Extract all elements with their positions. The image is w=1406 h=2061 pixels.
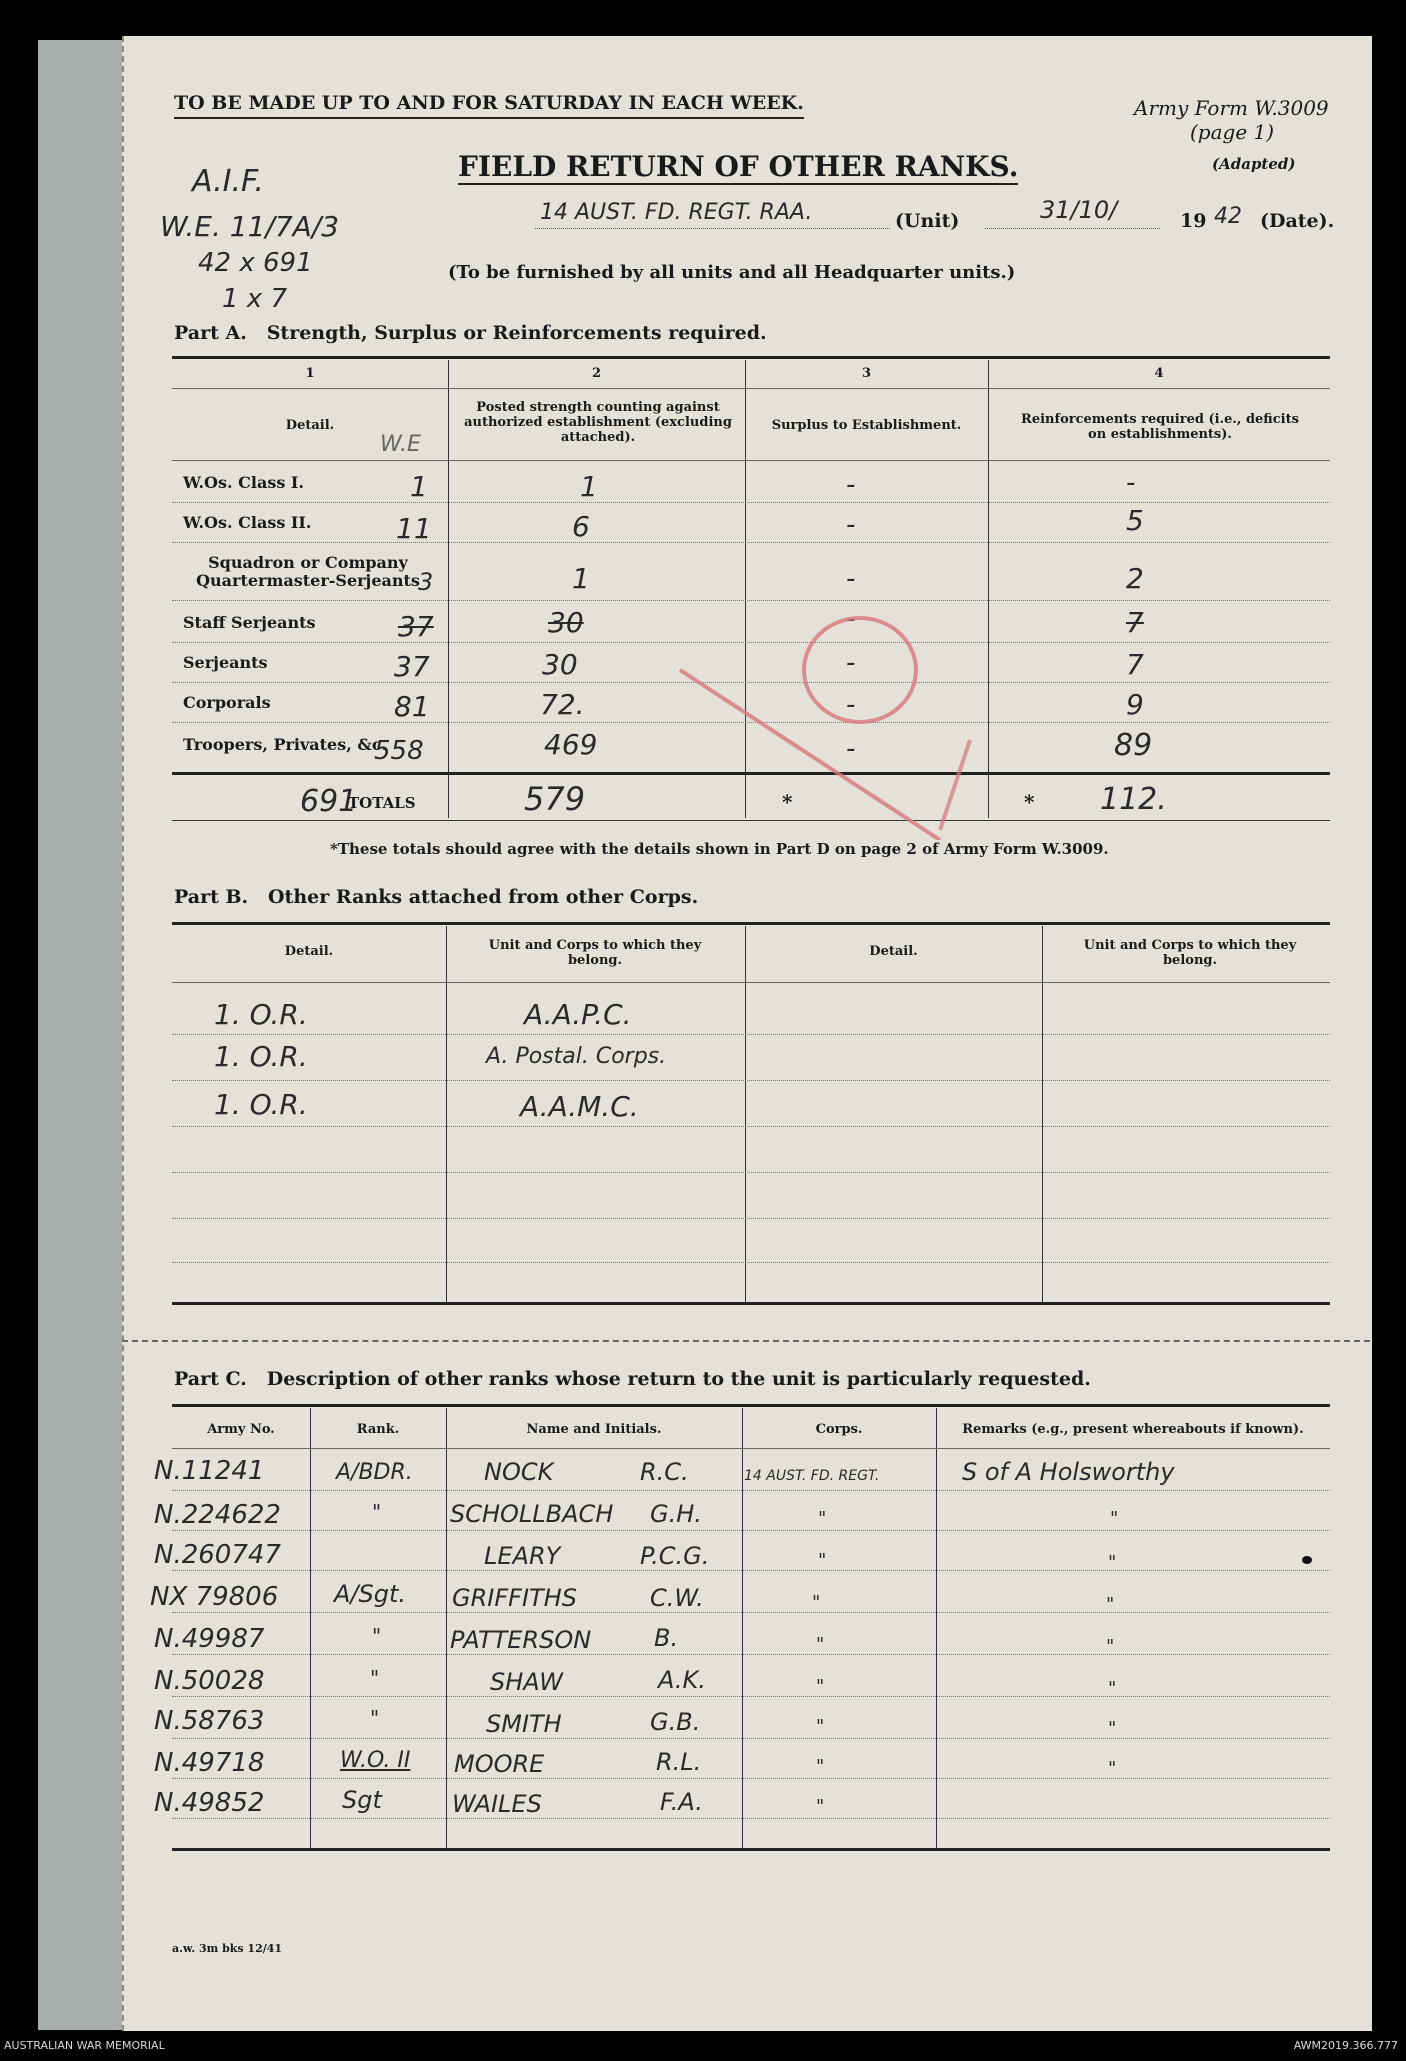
row-label: W.Os. Class I. xyxy=(183,473,304,492)
row-rule xyxy=(172,1738,1330,1739)
remarks: " xyxy=(1106,1594,1115,1615)
row-rule xyxy=(172,1490,1330,1491)
ink-dot xyxy=(1302,1556,1312,1564)
part-b-col-detail-1: Detail. xyxy=(284,944,334,959)
totals-surplus: * xyxy=(782,790,793,814)
part-b-unit: A.A.P.C. xyxy=(524,998,632,1031)
surplus-value: - xyxy=(846,734,856,764)
top-instruction: TO BE MADE UP TO AND FOR SATURDAY IN EACH WEEK. xyxy=(174,92,804,119)
row-rule xyxy=(172,1034,1330,1035)
col-header-rule xyxy=(172,460,1330,461)
part-b-detail: 1. O.R. xyxy=(214,998,308,1031)
surname: SMITH xyxy=(486,1710,562,1738)
margin-note-1x7: 1 x 7 xyxy=(222,284,287,314)
row-rule xyxy=(172,502,1330,503)
posted-value: 469 xyxy=(544,728,598,761)
page-title: FIELD RETURN OF OTHER RANKS. xyxy=(458,150,1019,183)
part-c-bottom-rule xyxy=(172,1848,1330,1851)
army-no: N.224622 xyxy=(154,1500,281,1530)
surplus-value: - xyxy=(846,648,856,678)
row-rule xyxy=(172,1126,1330,1127)
surplus-value: - xyxy=(846,604,856,634)
initials: R.L. xyxy=(656,1748,702,1776)
reinf-value-struck: 7 xyxy=(1126,606,1144,639)
army-no: N.49987 xyxy=(154,1624,265,1654)
row-rule xyxy=(172,1218,1330,1219)
corps: " xyxy=(818,1550,827,1571)
part-b-detail: 1. O.R. xyxy=(214,1088,308,1121)
totals-reinf-star: * xyxy=(1024,790,1035,814)
initials: A.K. xyxy=(658,1666,706,1694)
we-value-struck: 37 xyxy=(398,610,434,643)
col-number-rule xyxy=(172,388,1330,389)
adapted-note: (Adapted) xyxy=(1212,155,1296,173)
part-b-header-rule xyxy=(172,982,1330,983)
red-pencil-mark xyxy=(640,580,1000,840)
posted-value: 1 xyxy=(572,562,590,595)
part-c-col-divider-3 xyxy=(742,1408,743,1848)
part-a-top-rule xyxy=(172,356,1330,359)
grey-backing-strip xyxy=(38,40,130,2030)
part-b-top-rule xyxy=(172,922,1330,925)
margin-note-aif: A.I.F. xyxy=(192,164,264,199)
surname: MOORE xyxy=(454,1750,545,1778)
part-c-header-rule xyxy=(172,1448,1330,1449)
row-rule xyxy=(172,1778,1330,1779)
corps: " xyxy=(816,1676,825,1697)
form-number: Army Form W.3009 xyxy=(1134,96,1329,120)
corps: " xyxy=(816,1756,825,1777)
army-no: NX 79806 xyxy=(150,1582,279,1612)
remarks: " xyxy=(1108,1552,1117,1573)
tear-line xyxy=(122,1340,1370,1342)
surname: NOCK xyxy=(484,1458,554,1486)
row-label: Corporals xyxy=(183,693,271,712)
row-rule xyxy=(172,1696,1330,1697)
reinf-value: 9 xyxy=(1126,688,1144,721)
remarks: S of A Holsworthy xyxy=(962,1458,1175,1486)
rank: " xyxy=(370,1666,380,1690)
part-c-top-rule xyxy=(172,1404,1330,1407)
initials: R.C. xyxy=(640,1458,689,1486)
unit-value: 14 AUST. FD. REGT. RAA. xyxy=(540,200,813,225)
part-c-col-remarks: Remarks (e.g., present whereabouts if known). xyxy=(962,1422,1304,1437)
printer-imprint: a.w. 3m bks 12/41 xyxy=(172,1942,283,1955)
initials: G.B. xyxy=(650,1708,701,1736)
posted-value: 72. xyxy=(540,688,585,721)
initials: G.H. xyxy=(650,1500,702,1528)
row-rule xyxy=(172,1262,1330,1263)
we-value: 37 xyxy=(394,650,430,683)
part-b-bottom-rule xyxy=(172,1302,1330,1305)
rank: A/Sgt. xyxy=(334,1580,407,1608)
row-rule xyxy=(172,1818,1330,1819)
rank: " xyxy=(370,1706,380,1730)
surname: PATTERSON xyxy=(450,1626,592,1654)
corps: " xyxy=(816,1716,825,1737)
army-no: N.260747 xyxy=(154,1540,281,1570)
posted-value-struck: 30 xyxy=(548,606,584,639)
col-number-4: 4 xyxy=(1154,366,1164,381)
part-c-col-corps: Corps. xyxy=(815,1422,863,1437)
part-b-col-unit-1: Unit and Corps to which they belong. xyxy=(488,938,702,968)
part-b-heading: Part B. Other Ranks attached from other Corps. xyxy=(174,886,699,908)
surplus-value: - xyxy=(846,470,856,500)
reinf-value: 89 xyxy=(1114,728,1153,763)
col-header-detail: Detail. xyxy=(285,418,335,433)
rank: Sgt xyxy=(342,1786,382,1814)
part-b-detail: 1. O.R. xyxy=(214,1040,308,1073)
date-dotline xyxy=(985,228,1160,229)
initials: P.C.G. xyxy=(640,1542,710,1570)
unit-dotline xyxy=(535,228,890,229)
totals-posted: 579 xyxy=(524,780,586,818)
part-b-col-unit-2: Unit and Corps to which they belong. xyxy=(1083,938,1297,968)
rank: A/BDR. xyxy=(336,1460,413,1485)
initials: B. xyxy=(654,1624,679,1652)
furnish-note: (To be furnished by all units and all Headquarter units.) xyxy=(448,262,1016,283)
col-number-1: 1 xyxy=(305,366,315,381)
part-b-col-detail-2: Detail. xyxy=(869,944,918,959)
row-rule xyxy=(172,1612,1330,1613)
remarks: " xyxy=(1108,1678,1117,1699)
reinf-value: 7 xyxy=(1126,648,1144,681)
part-a-col-divider-1 xyxy=(448,360,449,818)
initials: C.W. xyxy=(650,1584,704,1612)
rank: W.O. II xyxy=(340,1748,411,1773)
row-label: Troopers, Privates, &c. xyxy=(183,735,388,754)
surname: WAILES xyxy=(452,1790,542,1818)
col-header-posted: Posted strength counting against authorized establishment (excluding attached). xyxy=(464,400,732,445)
page-number: (page 1) xyxy=(1190,120,1275,144)
surname: SCHOLLBACH xyxy=(450,1500,614,1528)
we-value: 3 xyxy=(418,568,434,596)
corps: " xyxy=(816,1796,825,1817)
row-rule xyxy=(172,1530,1330,1531)
initials: F.A. xyxy=(660,1788,703,1816)
rank: " xyxy=(372,1624,382,1648)
army-no: N.49718 xyxy=(154,1748,265,1778)
remarks: " xyxy=(1110,1508,1119,1529)
army-no: N.49852 xyxy=(154,1788,265,1818)
posted-value: 6 xyxy=(572,510,590,543)
part-c-col-rank: Rank. xyxy=(356,1422,400,1437)
remarks: " xyxy=(1106,1636,1115,1657)
col-header-reinf: Reinforcements required (i.e., deficits on establishments). xyxy=(1021,412,1299,442)
part-b-unit: A.A.M.C. xyxy=(520,1090,639,1123)
corps: " xyxy=(812,1592,821,1613)
row-rule xyxy=(172,1172,1330,1173)
margin-note-42x691: 42 x 691 xyxy=(198,248,313,278)
row-rule xyxy=(172,1570,1330,1571)
year-prefix: 19 xyxy=(1180,210,1207,232)
remarks: " xyxy=(1108,1758,1117,1779)
row-label: Squadron or Company Quartermaster-Serjeants xyxy=(196,553,420,590)
corps: " xyxy=(818,1508,827,1529)
totals-reinf: 112. xyxy=(1100,782,1167,817)
army-no: N.50028 xyxy=(154,1666,265,1696)
reinf-value: 2 xyxy=(1126,562,1144,595)
reinf-value: 5 xyxy=(1126,504,1144,537)
part-c-col-name: Name and Initials. xyxy=(526,1422,662,1437)
we-value: 11 xyxy=(396,512,432,545)
surplus-value: - xyxy=(846,510,856,540)
part-c-col-armyno: Army No. xyxy=(207,1422,275,1437)
row-rule xyxy=(172,542,1330,543)
row-label: Staff Serjeants xyxy=(183,613,316,632)
col-number-2: 2 xyxy=(591,366,602,381)
posted-value: 30 xyxy=(542,648,578,681)
surname: LEARY xyxy=(484,1542,561,1570)
army-no: N.58763 xyxy=(154,1706,265,1736)
part-a-heading: Part A. Strength, Surplus or Reinforcements required. xyxy=(174,322,767,344)
part-c-col-divider-4 xyxy=(936,1408,937,1848)
surname: SHAW xyxy=(490,1668,564,1696)
totals-label: TOTALS xyxy=(348,794,416,812)
surplus-value: - xyxy=(846,690,856,720)
we-value: 1 xyxy=(410,470,428,503)
totals-we: 691 xyxy=(300,784,358,819)
surname: GRIFFITHS xyxy=(452,1584,577,1612)
col-header-surplus: Surplus to Establishment. xyxy=(771,418,962,433)
row-label: Serjeants xyxy=(183,653,268,672)
date-label: (Date). xyxy=(1260,210,1335,232)
army-no: N.11241 xyxy=(154,1456,265,1486)
footer-bar xyxy=(0,2033,1406,2061)
date-value: 31/10/ xyxy=(1040,196,1118,224)
unit-label: (Unit) xyxy=(895,210,960,232)
footer-accession: AWM2019.366.777 xyxy=(1293,2039,1398,2052)
row-rule xyxy=(172,1654,1330,1655)
year-value: 42 xyxy=(1214,204,1242,229)
posted-value: 1 xyxy=(580,470,598,503)
rank: " xyxy=(372,1500,382,1524)
corps: " xyxy=(816,1634,825,1655)
reinf-value: - xyxy=(1126,468,1136,498)
part-c-heading: Part C. Description of other ranks whose return to the unit is particularly requested. xyxy=(174,1368,1091,1390)
part-b-unit: A. Postal. Corps. xyxy=(486,1044,667,1069)
row-label: W.Os. Class II. xyxy=(183,513,312,532)
remarks: " xyxy=(1108,1718,1117,1739)
part-a-footnote: *These totals should agree with the details shown in Part D on page 2 of Army Form W.3009. xyxy=(330,840,1109,858)
part-c-col-divider-1 xyxy=(310,1408,311,1848)
corps: 14 AUST. FD. REGT. xyxy=(744,1468,880,1484)
part-c-col-divider-2 xyxy=(446,1408,447,1848)
col-number-3: 3 xyxy=(861,366,872,381)
surplus-value: - xyxy=(846,564,856,594)
row-rule xyxy=(172,1080,1330,1081)
margin-note-we: W.E. 11/7A/3 xyxy=(160,210,340,243)
we-value: 81 xyxy=(394,690,430,723)
we-value: 558 xyxy=(374,736,424,766)
we-label: W.E xyxy=(380,432,421,457)
footer-credit: AUSTRALIAN WAR MEMORIAL xyxy=(4,2039,165,2052)
